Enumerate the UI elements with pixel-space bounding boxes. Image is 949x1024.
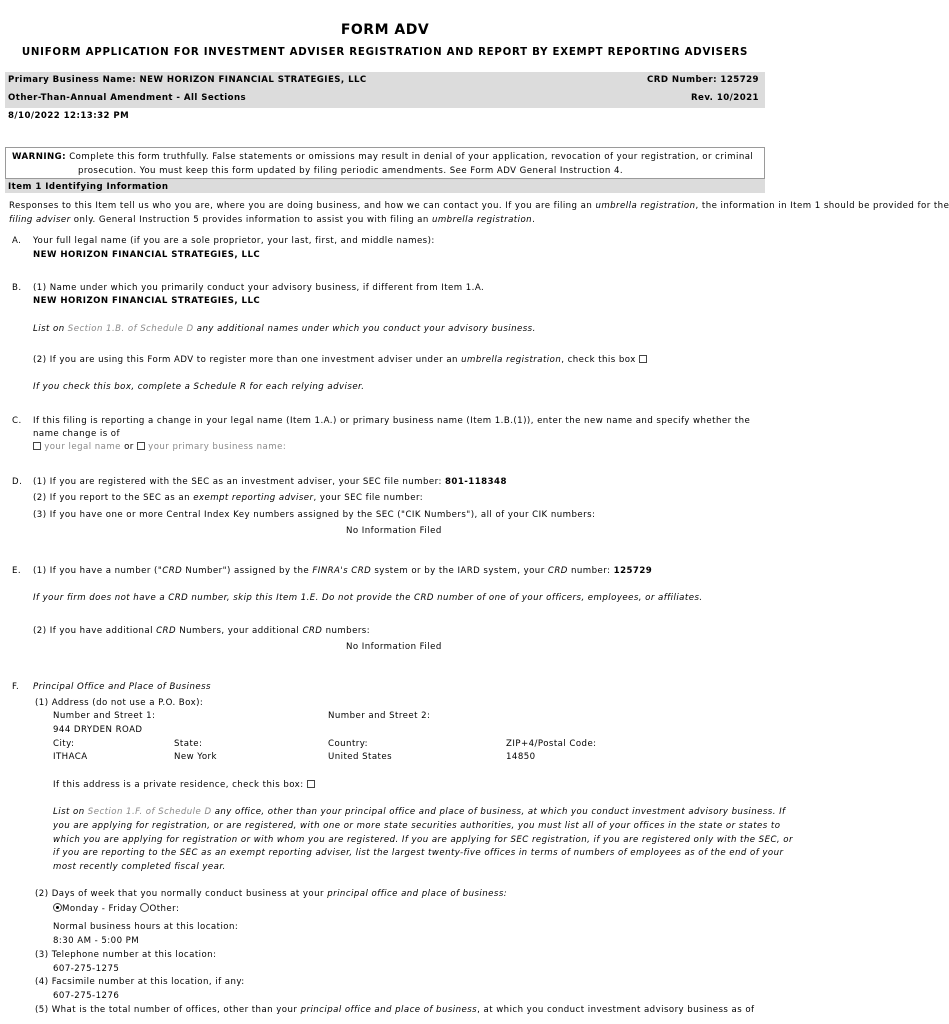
crd-number-value: 125729 <box>613 566 653 576</box>
zip-label: ZIP+4/Postal Code: <box>506 739 597 749</box>
item-f-heading: Principal Office and Place of Business <box>33 682 211 692</box>
item-b-a1: NEW HORIZON FINANCIAL STRATEGIES, LLC <box>33 296 261 306</box>
hours-value: 8:30 AM - 5:00 PM <box>53 936 140 946</box>
other-days-label: Other: <box>149 904 180 914</box>
schedule-d-1f-note-2: you are applying for registration, or are registered, with one or more state securities authorities, you must list all of your offices in the state or states to <box>53 821 781 831</box>
item-d-q3: (3) If you have one or more Central Index Key numbers assigned by the SEC ("CIK Numbers"), all of your CIK numbers: <box>33 510 596 520</box>
private-residence-row: If this address is a private residence, check this box: <box>53 780 315 790</box>
street1-value: 944 DRYDEN ROAD <box>53 725 143 735</box>
warning-label: WARNING: <box>12 152 67 162</box>
cik-numbers-value: No Information Filed <box>346 526 442 536</box>
item-e-note: If your firm does not have a CRD number, skip this Item 1.E. Do not provide the CRD number of one of your officers, employees, or affiliates. <box>33 593 703 603</box>
schedule-d-1b-link[interactable]: Section 1.B. of Schedule D <box>67 324 194 334</box>
item-e-q2: (2) If you have additional CRD Numbers, your additional CRD numbers: <box>33 626 371 636</box>
warning-text-1: Complete this form truthfully. False statements or omissions may result in denial of your application, revocation of your registration, or criminal <box>69 152 754 162</box>
country-value: United States <box>328 752 393 762</box>
item-c-line-2: name change is of <box>33 429 120 439</box>
country-label: Country: <box>328 739 369 749</box>
item-d-q1: (1) If you are registered with the SEC as an investment adviser, your SEC file number: 801-118348 <box>33 477 507 487</box>
warning-line-2: prosecution. You must keep this form updated by filing periodic amendments. See Form ADV General Instruction 4. <box>78 166 624 176</box>
form-revision: Rev. 10/2021 <box>690 93 759 103</box>
umbrella-registration-checkbox[interactable] <box>639 355 647 363</box>
legal-name-option-label: your legal name <box>44 442 121 452</box>
schedule-d-1f-note-4: if you are reporting to the SEC as an exempt reporting adviser, list the largest twenty-five offices in terms of numbers of employees as of the end of your <box>53 848 784 858</box>
offices-question: (5) What is the total number of offices, other than your principal office and place of business, at which you conduct investment advisory business as of <box>35 1005 755 1015</box>
item-a-letter: A. <box>12 236 22 246</box>
item-b-q2: (2) If you are using this Form ADV to register more than one investment adviser under an umbrella registration, check this box <box>33 355 647 365</box>
item-c-line-1: If this filing is reporting a change in your legal name (Item 1.A.) or primary business name (Item 1.B.(1)), enter the new name and specify whether the <box>33 416 751 426</box>
days-options <box>53 903 179 914</box>
item-a-question: Your full legal name (if you are a sole proprietor, your last, first, and middle names): <box>33 236 435 246</box>
fax-value: 607-275-1276 <box>53 991 120 1001</box>
address-label: (1) Address (do not use a P.O. Box): <box>35 698 204 708</box>
business-name-change-checkbox[interactable] <box>137 442 145 450</box>
item-d-q2: (2) If you report to the SEC as an exempt reporting adviser, your SEC file number: <box>33 493 424 503</box>
city-value: ITHACA <box>53 752 88 762</box>
phone-label: (3) Telephone number at this location: <box>35 950 217 960</box>
monday-friday-radio[interactable] <box>53 903 62 912</box>
item-b-schedule-r-note: If you check this box, complete a Schedule R for each relying adviser. <box>33 382 365 392</box>
hours-label: Normal business hours at this location: <box>53 922 239 932</box>
item-b-q1: (1) Name under which you primarily conduct your advisory business, if different from Item 1.A. <box>33 283 485 293</box>
monday-friday-label: Monday - Friday <box>62 904 138 914</box>
state-label: State: <box>174 739 203 749</box>
schedule-d-1f-link[interactable]: Section 1.F. of Schedule D <box>87 807 212 817</box>
zip-value: 14850 <box>506 752 536 762</box>
phone-value: 607-275-1275 <box>53 964 120 974</box>
item-c-letter: C. <box>12 416 22 426</box>
form-subtitle: UNIFORM APPLICATION FOR INVESTMENT ADVISER REGISTRATION AND REPORT BY EXEMPT REPORTING ADVISERS <box>21 47 749 58</box>
city-label: City: <box>53 739 75 749</box>
schedule-d-1f-note-3: which you are applying for registration or with whom you are registered. If you are applying for SEC registration, if you are registered only with the SEC, or <box>53 835 793 845</box>
warning-line-1 <box>12 152 753 162</box>
item-b-list-note: List on Section 1.B. of Schedule D any additional names under which you conduct your advisory business. <box>33 324 536 334</box>
item-d-letter: D. <box>12 477 23 487</box>
sec-file-number: 801-118348 <box>445 477 507 487</box>
form-title: FORM ADV <box>340 22 430 38</box>
additional-crd-value: No Information Filed <box>346 642 442 652</box>
item-a-answer: NEW HORIZON FINANCIAL STRATEGIES, LLC <box>33 250 261 260</box>
business-name: Primary Business Name: NEW HORIZON FINANCIAL STRATEGIES, LLC <box>8 75 367 85</box>
item-f-letter: F. <box>12 682 20 692</box>
days-question: (2) Days of week that you normally conduct business at your principal office and place of business: <box>35 889 508 899</box>
fax-label: (4) Facsimile number at this location, if any: <box>35 977 245 987</box>
item-c-options: your legal name or your primary business name: <box>33 442 286 452</box>
item1-intro-line-2: filing adviser only. General Instruction 5 provides information to assist you with filing an umbrella registration. <box>9 215 536 225</box>
street1-label: Number and Street 1: <box>53 711 156 721</box>
timestamp: 8/10/2022 12:13:32 PM <box>8 111 130 121</box>
item-b-letter: B. <box>12 283 22 293</box>
business-name-option-label: your primary business name: <box>148 442 287 452</box>
amendment-type: Other-Than-Annual Amendment - All Sections <box>8 93 247 103</box>
schedule-d-1f-note-1: List on Section 1.F. of Schedule D any office, other than your principal office and place of business, at which you conduct investment advisory business. If <box>53 807 786 817</box>
crd-number: CRD Number: 125729 <box>647 75 759 85</box>
private-residence-checkbox[interactable] <box>307 780 315 788</box>
street2-label: Number and Street 2: <box>328 711 431 721</box>
schedule-d-1f-note-5: most recently completed fiscal year. <box>53 862 226 872</box>
state-value: New York <box>174 752 217 762</box>
item-e-q1: (1) If you have a number ("CRD Number") assigned by the FINRA's CRD system or by the IARD system, your CRD number: 125729 <box>33 566 653 576</box>
item1-heading: Item 1 Identifying Information <box>8 182 169 192</box>
item1-intro-line-1: Responses to this Item tell us who you are, where you are doing business, and how we can contact you. If you are filing an umbrella registration, the information in Item 1 should be provided for the <box>9 201 949 211</box>
item-e-letter: E. <box>12 566 22 576</box>
legal-name-change-checkbox[interactable] <box>33 442 41 450</box>
